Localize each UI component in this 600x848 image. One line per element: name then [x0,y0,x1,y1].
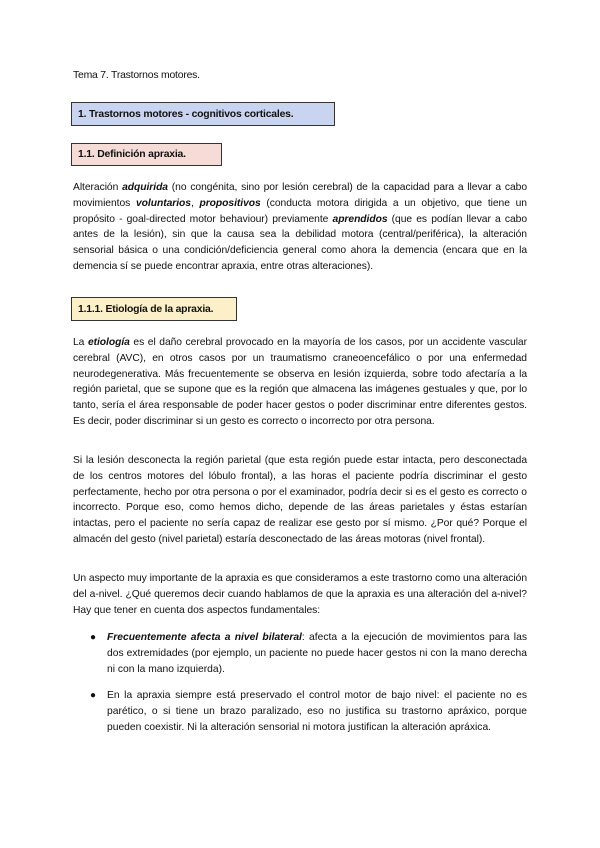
parietal-lesion-paragraph: Si la lesión desconecta la región parietal (que esta región puede estar intacta, pero desconectada de los centros motores del lóbulo frontal), a las horas el paciente podría discriminar el gesto perfectamente, hecho por otra persona o por el examinador, podría decir si es el gesto es correcto o incorrecto. Porque eso, como hemos dicho, depende de las áreas parietales y éstas estarían intactas, pero el paciente no sería capaz de realizar ese gesto por sí mismo. ¿Por qué? Porque el almacén del gesto (nivel parietal) estaría desconectado de las áreas motoras (nivel frontal). [73,455,527,545]
emphasis-adquirida: adquirida [122,182,168,193]
bullet-icon: ● [90,690,97,701]
section-heading-1-1 [71,143,222,166]
list-item [90,630,527,677]
emphasis-propositivos: propositivos [199,197,261,209]
emphasis-bilateral: Frecuentemente afecta a nivel bilateral [107,632,302,643]
section-heading-1 [71,102,335,126]
text-run: : afecta a la ejecución de movimientos para las dos extremidades (por ejemplo, un paciente no puede hacer gestos ni con la mano derecha ni con la mano izquierda). [107,632,527,675]
section-heading-1-1-text: 1.1. Definición apraxia. [78,149,186,160]
etiology-paragraph [73,335,527,430]
text-run: es el daño cerebral provocado en la mayoría de los casos, por un accidente vascular cerebral (AVC), en otros casos por un traumatismo craneoencefálico o por una enfermedad neurodegenerativa. Más frecuentemente se observa en lesión izquierda, sobre todo afectaría a la región parietal, que se supone que es la región que almacena las imágenes gestuales y que, por lo tanto, sería el área responsable de poder hacer gestos o poder discriminar entre diferentes gestos. Es decir, poder discriminar si un gesto es correcto o incorrecto por otra persona. [73,337,527,427]
section-heading-1-text: 1. Trastornos motores - cognitivos corticales. [78,108,294,120]
text-run: (conducta motora dirigida a un objetivo, que tiene un propósito - goal-directed motor behaviour) previamente [73,197,527,225]
list-item [90,688,527,735]
text-run: La [73,337,88,348]
text-run: , [190,197,200,209]
emphasis-etiologia: etiología [87,337,130,348]
list-item-text: En la apraxia siempre está preservado el control motor de bajo nivel: el paciente no es parético, o si tiene un brazo paralizado, eso no justifica su trastorno apráxico, porque pueden coexistir. Ni la alteración sensorial ni motora justifican la alteración apráxica. [107,690,527,733]
definition-paragraph [73,180,527,275]
text-run: (no congénita, sino por lesión cerebral) de la capacidad para a llevar a cabo movimientos [73,182,528,209]
list-item-text [107,630,527,677]
emphasis-aprendidos: aprendidos [332,213,388,225]
text-run: (que es podían llevar a cabo antes de la lesión), sin que la causa sea la debilidad motora (central/periférica), la alteración sensorial básica o una condición/deficiencia general como ahora la demencia (encara que en la demencia sí se puede encontrar apraxia, entre otras alteraciones). [73,213,528,272]
a-level-paragraph: Un aspecto muy importante de la apraxia es que consideramos a este trastorno como una alteración del a-nivel. ¿Qué queremos decir cuando hablamos de que la apraxia es una alteración del a-nivel? Hay que tener en cuenta dos aspectos fundamentales: [73,573,527,616]
section-heading-1-1-1 [71,297,237,321]
emphasis-voluntarios: voluntarios [135,197,191,209]
section-heading-1-1-1-text: 1.1.1. Etiología de la apraxia. [78,303,214,315]
document-title: Tema 7. Trastornos motores. [73,70,200,81]
bullet-icon: ● [90,632,97,643]
text-run: Alteración [73,182,123,193]
